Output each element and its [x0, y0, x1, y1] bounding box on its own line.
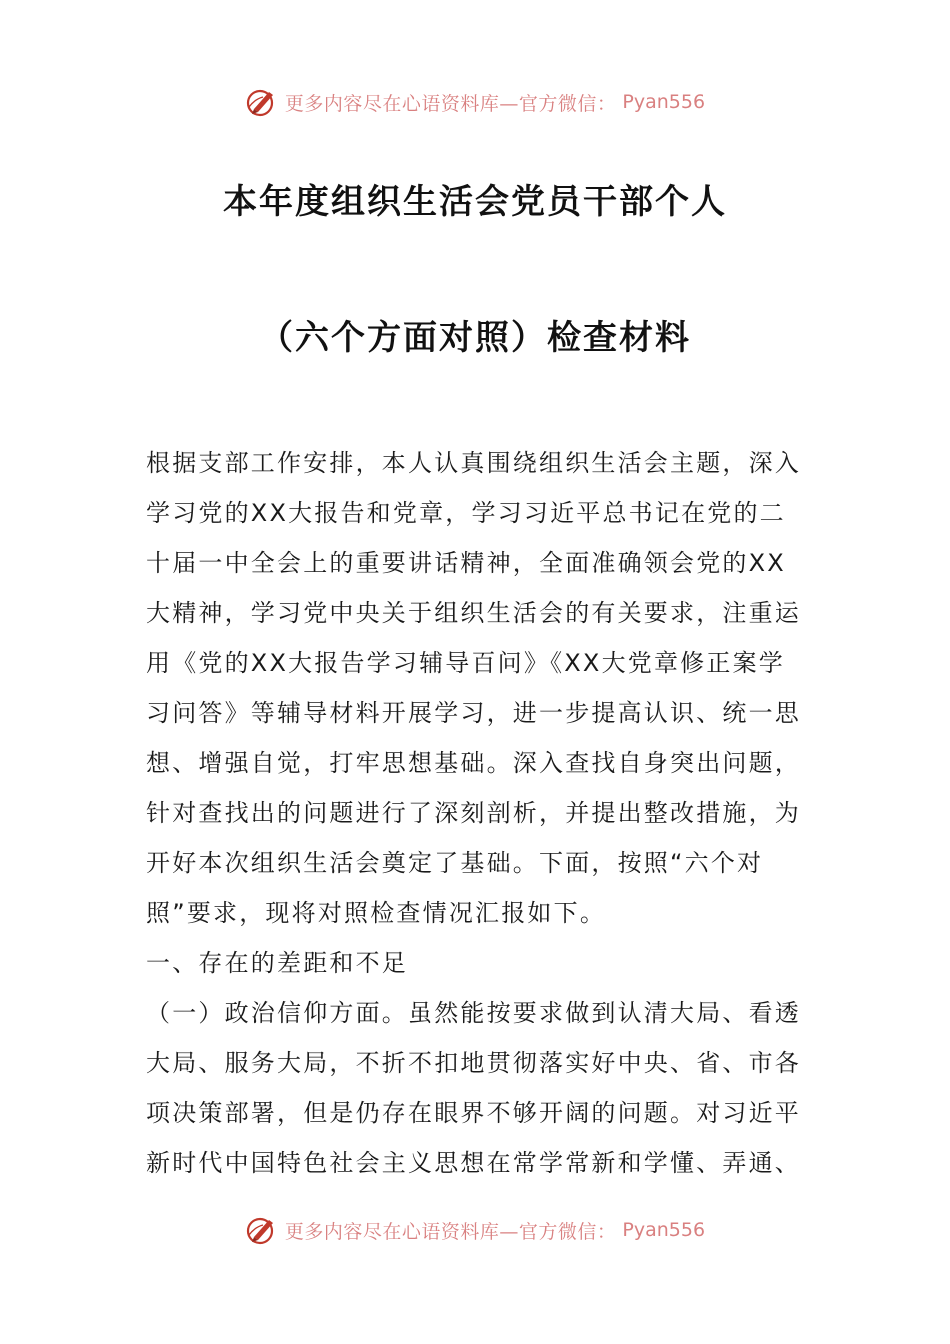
pen-logo-icon: [245, 85, 279, 119]
document-title-line-2: （六个方面对照）检查材料: [259, 318, 691, 358]
body-paragraph: （一）政治信仰方面。虽然能按要求做到认清大局、看透大局、服务大局，不折不扣地贯彻落实好中央、省、市各项决策部署，但是仍存在眼界不够开阔的问题。对习近平新时代中国特色社会主义思想在常学常新和学懂、弄通、: [146, 999, 801, 1177]
document-title-line-1: 本年度组织生活会党员干部个人: [223, 182, 727, 222]
header-banner: [0, 82, 950, 122]
pen-logo-icon: [245, 1213, 279, 1247]
section-heading: 一、存在的差距和不足: [146, 949, 408, 977]
footer-banner: [0, 1210, 950, 1250]
wechat-id: Pyan556: [622, 91, 706, 113]
banner-text: 更多内容尽在心语资料库—官方微信：: [284, 92, 617, 115]
body-paragraph: 根据支部工作安排，本人认真围绕组织生活会主题，深入学习党的XX大报告和党章，学习习近平总书记在党的二十届一中全会上的重要讲话精神，全面准确领会党的XX大精神，学习党中央关于组织生活会的有关要求，注重运用《党的XX大报告学习辅导百问》《XX大党章修正案学习问答》等辅导材料开展学习，进一步提高认识、统一思想、增强自觉，打牢思想基础。深入查找自身突出问题，针对查找出的问题进行了深刻剖析，并提出整改措施，为开好本次组织生活会奠定了基础。下面，按照“六个对照”要求，现将对照检查情况汇报如下。: [146, 449, 801, 927]
banner-text: 更多内容尽在心语资料库—官方微信：: [284, 1220, 617, 1243]
wechat-id: Pyan556: [622, 1219, 706, 1241]
document-body: [146, 438, 806, 1188]
